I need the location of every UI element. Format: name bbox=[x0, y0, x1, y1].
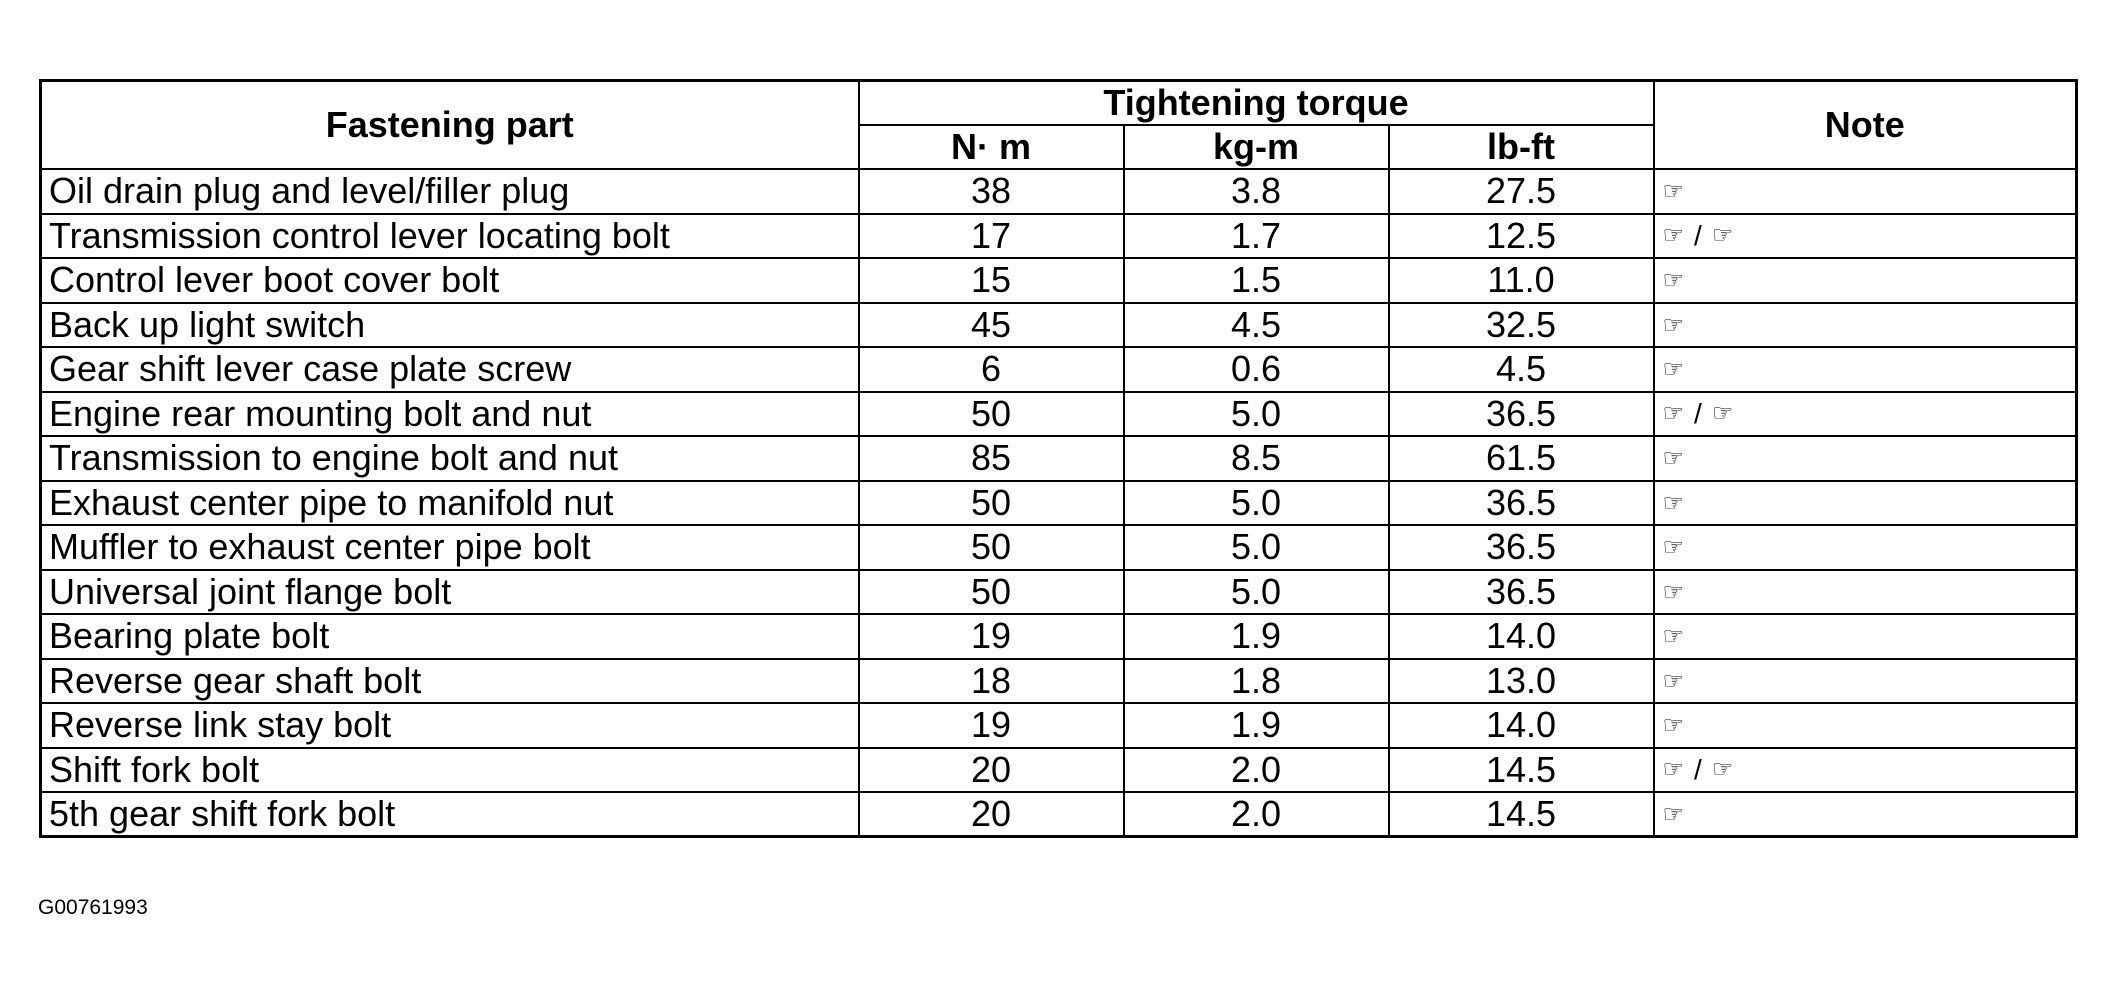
table-row bbox=[41, 169, 2077, 214]
torque-kgm-cell: 2.0 bbox=[1124, 748, 1389, 793]
header-unit-nm: N· m bbox=[859, 125, 1124, 169]
fastening-part-cell: Shift fork bolt bbox=[41, 748, 859, 793]
torque-lbft-cell: 36.5 bbox=[1389, 481, 1654, 526]
torque-lbft-cell: 14.5 bbox=[1389, 792, 1654, 837]
fastening-part-cell: Transmission to engine bolt and nut bbox=[41, 436, 859, 481]
torque-kgm-cell: 5.0 bbox=[1124, 525, 1389, 570]
fastening-part-cell: Reverse gear shaft bolt bbox=[41, 659, 859, 704]
header-fastening-part: Fastening part bbox=[41, 81, 859, 170]
note-separator: / bbox=[1694, 753, 1702, 785]
pointing-hand-icon[interactable]: ☞ bbox=[1662, 578, 1685, 606]
torque-lbft-cell: 36.5 bbox=[1389, 525, 1654, 570]
header-unit-kgm: kg-m bbox=[1124, 125, 1389, 169]
pointing-hand-icon[interactable]: ☞ bbox=[1662, 356, 1685, 384]
note-cell bbox=[1654, 703, 2077, 748]
torque-nm-cell: 6 bbox=[859, 347, 1124, 392]
pointing-hand-icon[interactable]: ☞ bbox=[1711, 399, 1734, 427]
pointing-hand-icon[interactable]: ☞ bbox=[1662, 221, 1685, 249]
pointing-hand-icon[interactable]: ☞ bbox=[1662, 667, 1685, 695]
fastening-part-cell: Exhaust center pipe to manifold nut bbox=[41, 481, 859, 526]
table-row bbox=[41, 303, 2077, 348]
note-cell bbox=[1654, 258, 2077, 303]
header-tightening-torque: Tightening torque bbox=[859, 81, 1654, 126]
torque-kgm-cell: 1.9 bbox=[1124, 703, 1389, 748]
note-cell bbox=[1654, 525, 2077, 570]
note-cell bbox=[1654, 614, 2077, 659]
table-row bbox=[41, 748, 2077, 793]
fastening-part-cell: Muffler to exhaust center pipe bolt bbox=[41, 525, 859, 570]
pointing-hand-icon[interactable]: ☞ bbox=[1662, 801, 1685, 829]
table-row bbox=[41, 214, 2077, 259]
pointing-hand-icon[interactable]: ☞ bbox=[1662, 712, 1685, 740]
torque-lbft-cell: 61.5 bbox=[1389, 436, 1654, 481]
note-cell bbox=[1654, 436, 2077, 481]
torque-lbft-cell: 14.0 bbox=[1389, 614, 1654, 659]
torque-lbft-cell: 13.0 bbox=[1389, 659, 1654, 704]
fastening-part-cell: 5th gear shift fork bolt bbox=[41, 792, 859, 837]
torque-kgm-cell: 1.8 bbox=[1124, 659, 1389, 704]
pointing-hand-icon[interactable]: ☞ bbox=[1662, 267, 1685, 295]
pointing-hand-icon[interactable]: ☞ bbox=[1711, 755, 1734, 783]
torque-lbft-cell: 12.5 bbox=[1389, 214, 1654, 259]
fastening-part-cell: Universal joint flange bolt bbox=[41, 570, 859, 615]
note-cell bbox=[1654, 659, 2077, 704]
note-cell bbox=[1654, 748, 2077, 793]
torque-kgm-cell: 3.8 bbox=[1124, 169, 1389, 214]
fastening-part-cell: Back up light switch bbox=[41, 303, 859, 348]
torque-kgm-cell: 1.9 bbox=[1124, 614, 1389, 659]
header-note: Note bbox=[1654, 81, 2077, 170]
table-body bbox=[41, 169, 2077, 837]
pointing-hand-icon[interactable]: ☞ bbox=[1711, 221, 1734, 249]
fastening-part-cell: Engine rear mounting bolt and nut bbox=[41, 392, 859, 437]
pointing-hand-icon[interactable]: ☞ bbox=[1662, 445, 1685, 473]
torque-kgm-cell: 1.7 bbox=[1124, 214, 1389, 259]
torque-kgm-cell: 0.6 bbox=[1124, 347, 1389, 392]
torque-lbft-cell: 11.0 bbox=[1389, 258, 1654, 303]
torque-nm-cell: 50 bbox=[859, 570, 1124, 615]
table-row bbox=[41, 659, 2077, 704]
torque-nm-cell: 85 bbox=[859, 436, 1124, 481]
table-row bbox=[41, 792, 2077, 837]
torque-kgm-cell: 5.0 bbox=[1124, 570, 1389, 615]
torque-lbft-cell: 36.5 bbox=[1389, 392, 1654, 437]
torque-lbft-cell: 14.0 bbox=[1389, 703, 1654, 748]
torque-nm-cell: 50 bbox=[859, 481, 1124, 526]
torque-nm-cell: 17 bbox=[859, 214, 1124, 259]
note-cell bbox=[1654, 347, 2077, 392]
table-row bbox=[41, 570, 2077, 615]
torque-nm-cell: 18 bbox=[859, 659, 1124, 704]
pointing-hand-icon[interactable]: ☞ bbox=[1662, 755, 1685, 783]
torque-lbft-cell: 36.5 bbox=[1389, 570, 1654, 615]
note-separator: / bbox=[1694, 219, 1702, 251]
table-row bbox=[41, 703, 2077, 748]
torque-nm-cell: 45 bbox=[859, 303, 1124, 348]
torque-lbft-cell: 32.5 bbox=[1389, 303, 1654, 348]
header-unit-lbft: lb-ft bbox=[1389, 125, 1654, 169]
torque-nm-cell: 50 bbox=[859, 525, 1124, 570]
torque-nm-cell: 20 bbox=[859, 748, 1124, 793]
torque-kgm-cell: 8.5 bbox=[1124, 436, 1389, 481]
note-cell bbox=[1654, 303, 2077, 348]
torque-kgm-cell: 5.0 bbox=[1124, 392, 1389, 437]
note-cell bbox=[1654, 214, 2077, 259]
torque-lbft-cell: 27.5 bbox=[1389, 169, 1654, 214]
torque-nm-cell: 19 bbox=[859, 614, 1124, 659]
fastening-part-cell: Transmission control lever locating bolt bbox=[41, 214, 859, 259]
torque-nm-cell: 50 bbox=[859, 392, 1124, 437]
fastening-part-cell: Control lever boot cover bolt bbox=[41, 258, 859, 303]
torque-nm-cell: 19 bbox=[859, 703, 1124, 748]
pointing-hand-icon[interactable]: ☞ bbox=[1662, 178, 1685, 206]
table-row bbox=[41, 481, 2077, 526]
note-cell bbox=[1654, 169, 2077, 214]
fastening-part-cell: Reverse link stay bolt bbox=[41, 703, 859, 748]
torque-kgm-cell: 5.0 bbox=[1124, 481, 1389, 526]
fastening-part-cell: Bearing plate bolt bbox=[41, 614, 859, 659]
torque-nm-cell: 15 bbox=[859, 258, 1124, 303]
note-cell bbox=[1654, 792, 2077, 837]
torque-kgm-cell: 1.5 bbox=[1124, 258, 1389, 303]
torque-lbft-cell: 14.5 bbox=[1389, 748, 1654, 793]
table-row bbox=[41, 392, 2077, 437]
torque-kgm-cell: 2.0 bbox=[1124, 792, 1389, 837]
table-row bbox=[41, 347, 2077, 392]
fastening-part-cell: Oil drain plug and level/filler plug bbox=[41, 169, 859, 214]
note-cell bbox=[1654, 392, 2077, 437]
torque-kgm-cell: 4.5 bbox=[1124, 303, 1389, 348]
fastening-part-cell: Gear shift lever case plate screw bbox=[41, 347, 859, 392]
table-row bbox=[41, 614, 2077, 659]
figure-id-caption: G00761993 bbox=[38, 896, 148, 919]
torque-spec-table bbox=[39, 79, 2078, 838]
note-separator: / bbox=[1694, 397, 1702, 429]
table-row bbox=[41, 436, 2077, 481]
torque-lbft-cell: 4.5 bbox=[1389, 347, 1654, 392]
note-cell bbox=[1654, 481, 2077, 526]
table-row bbox=[41, 525, 2077, 570]
pointing-hand-icon[interactable]: ☞ bbox=[1662, 534, 1685, 562]
note-cell bbox=[1654, 570, 2077, 615]
pointing-hand-icon[interactable]: ☞ bbox=[1662, 489, 1685, 517]
pointing-hand-icon[interactable]: ☞ bbox=[1662, 399, 1685, 427]
pointing-hand-icon[interactable]: ☞ bbox=[1662, 311, 1685, 339]
torque-nm-cell: 20 bbox=[859, 792, 1124, 837]
table-row bbox=[41, 258, 2077, 303]
pointing-hand-icon[interactable]: ☞ bbox=[1662, 623, 1685, 651]
torque-nm-cell: 38 bbox=[859, 169, 1124, 214]
